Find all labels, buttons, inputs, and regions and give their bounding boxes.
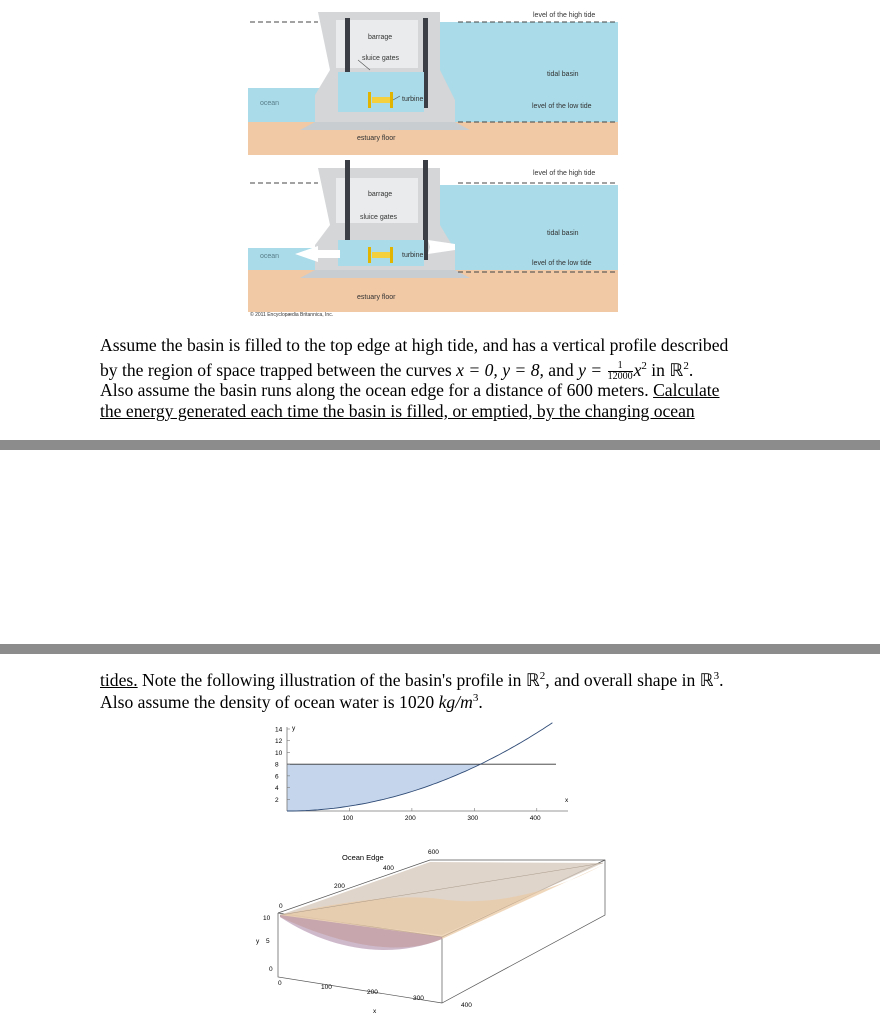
tidal-barrage-diagram [0,0,880,330]
label-turbine: turbine [402,96,424,103]
label-barrage: barrage [368,191,393,198]
label-turbine: turbine [402,252,424,259]
x-tick: 300 [413,995,424,1002]
problem-line-6: Also assume the density of ocean water is 1020 $kg/m^3$. [100,691,483,712]
back-tick: 0 [279,903,283,910]
x-tick: 0 [278,980,282,987]
y-tick-label: 12 [275,738,283,746]
x-tick-label: 300 [467,815,479,822]
shaded-region [287,764,481,811]
copyright-notice: © 2011 Encyclopædia Britannica, Inc. [250,312,334,318]
x-axis-label: x [373,1008,377,1015]
y-tick-label: 8 [275,761,279,769]
page-break-bar [0,440,880,450]
tidal-basin-water [428,185,618,270]
basin-profile-plot [270,722,590,822]
back-tick: 600 [428,849,439,856]
x-tick: 400 [461,1002,472,1009]
label-low-tide: level of the low tide [532,260,592,267]
problem-line-3: Also assume the basin runs along the ocean edge for a distance of 600 meters. Calculate [100,380,720,400]
y-tick-label: 10 [275,749,283,757]
y-tick: 0 [269,966,273,973]
label-barrage: barrage [368,34,393,41]
x-tick: 200 [367,989,378,996]
y-axis-label: y [256,938,260,945]
x-tick-label: 100 [342,815,354,822]
label-tidal-basin: tidal basin [547,230,579,237]
label-high-tide: level of the high tide [533,12,596,19]
label-ocean: ocean [260,100,280,107]
label-tidal-basin: tidal basin [547,71,579,78]
y-tick-label: 4 [275,785,279,793]
problem-line-2: by the region of space trapped between the curves x = 0, y = 8, and y = $\frac{1}{12000}$ $x^2$ in ℝ$^2$. [100,359,694,383]
back-tick: 400 [383,865,394,872]
label-sluice-gates: sluice gates [360,214,397,221]
page-break-bar [0,644,880,654]
y-tick: 5 [266,938,270,945]
problem-line-5: tides. Note the following illustration of the basin's profile in ℝ$^2$, and overall shape in ℝ$^3$. [100,669,724,690]
y-tick-label: 2 [275,796,279,804]
x-tick-label: 400 [529,815,541,822]
turbine-icon [372,97,390,103]
x-tick: 100 [321,984,332,991]
diagram-panel-high-tide [248,12,618,155]
label-low-tide: level of the low tide [532,103,592,110]
label-ocean: ocean [260,253,280,260]
y-axis-label: y [292,725,296,732]
back-tick: 200 [334,883,345,890]
y-tick-label: 6 [275,773,279,781]
ocean-edge-label: Ocean Edge [342,853,384,862]
problem-line-4: the energy generated each time the basin is filled, or emptied, by the changing ocean [100,401,695,421]
y-tick-label: 14 [275,726,283,734]
x-tick-label: 200 [404,815,416,822]
turbine-icon [372,252,390,258]
label-sluice-gates: sluice gates [362,55,399,62]
fraction: $\frac{1}{12000}$ [607,360,633,383]
label-estuary-floor: estuary floor [357,294,396,301]
label-estuary-floor: estuary floor [357,135,396,142]
x-axis-label: x [565,797,569,804]
label-high-tide: level of the high tide [533,170,596,177]
basin-3d-plot [250,835,630,1025]
problem-line-1: Assume the basin is filled to the top edge at high tide, and has a vertical profile described [100,335,729,355]
y-tick: 10 [263,915,271,922]
